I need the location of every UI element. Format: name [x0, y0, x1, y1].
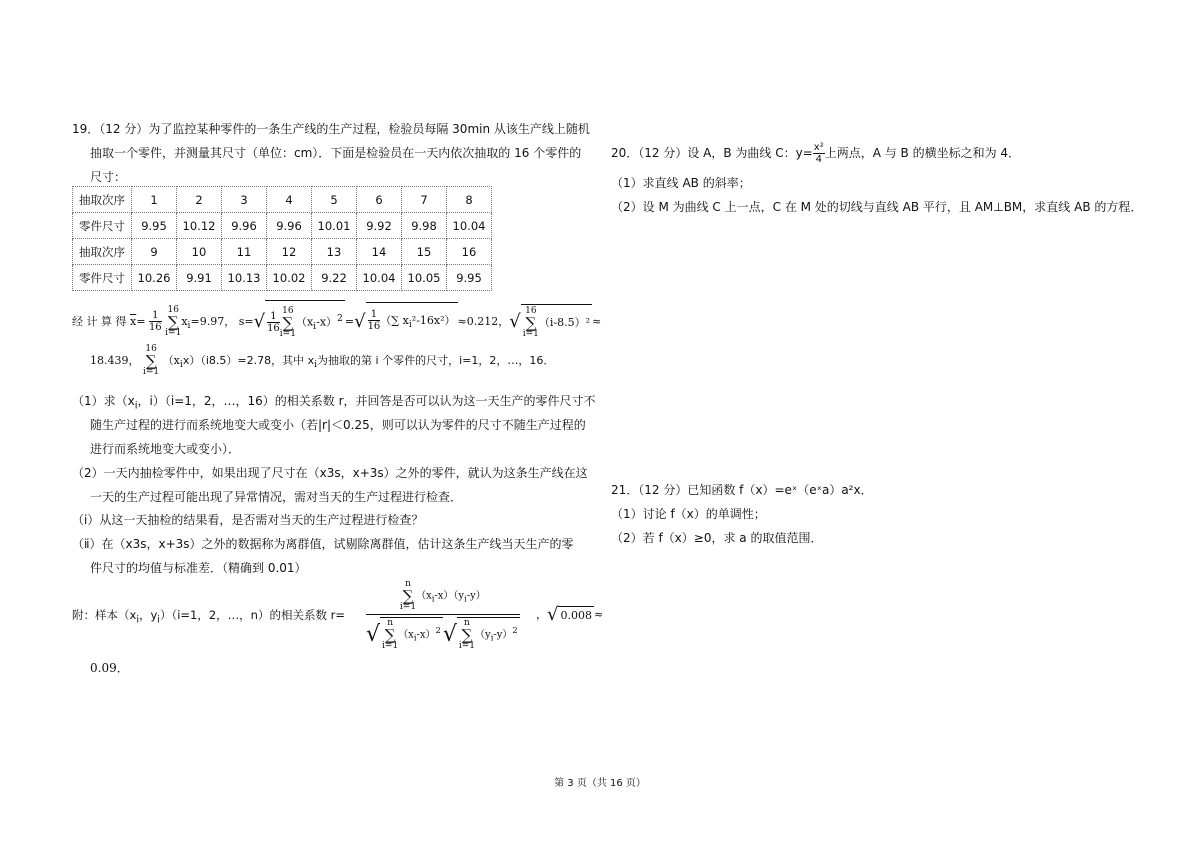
- table-cell: 5: [312, 187, 357, 213]
- table-cell: 10.12: [177, 213, 222, 239]
- table-row: [73, 265, 492, 291]
- table-cell: 1: [132, 187, 177, 213]
- sum-top: n: [464, 618, 470, 628]
- table-cell: 10.26: [132, 265, 177, 291]
- measurement-table: [72, 186, 492, 291]
- table-cell: 零件尺寸: [73, 265, 132, 291]
- sqrt-expr: $\frac{1}{16}$ 16 ∑ $i=1(x_i-x)^2$: [265, 300, 345, 344]
- table-cell: 12: [267, 239, 312, 265]
- table-cell: 10.01: [312, 213, 357, 239]
- sum-symbol: 16 ∑ i=1: [165, 304, 182, 338]
- s-value: ≈0.212，: [457, 314, 510, 328]
- expr: ²-16x²）: [411, 313, 456, 327]
- frac-num: 1: [267, 311, 280, 323]
- expr: （x: [162, 354, 180, 367]
- xi-symbol: x: [181, 314, 188, 328]
- q19-part1-d: 进行而系统地变大或变小）．: [90, 442, 241, 456]
- q19-part1-c: 随生产过程的进行而系统地变大或变小（若|r|＜0.25，则可以认为零件的尺寸不随生产过程的: [90, 418, 586, 432]
- q19-appendix-last: 0.09．: [90, 661, 129, 675]
- expr: （i-8.5）²: [538, 315, 591, 329]
- expr: （∑ x: [380, 313, 409, 327]
- table-cell: 10.04: [447, 213, 492, 239]
- sum-top: 16: [167, 304, 179, 315]
- sqrt-expr: [366, 302, 458, 342]
- table-cell: 零件尺寸: [73, 213, 132, 239]
- sum-bottom: i=1: [279, 328, 296, 339]
- table-cell: 9.96: [222, 213, 267, 239]
- sum-top: 16: [145, 344, 157, 354]
- table-cell: 9.22: [312, 265, 357, 291]
- equals-sign: =: [344, 314, 355, 328]
- table-row: [73, 213, 492, 239]
- text: 上两点，A 与 B 的横坐标之和为 4．: [824, 146, 1021, 160]
- expr: （x: [398, 629, 414, 641]
- table-row: [73, 187, 492, 213]
- table-cell: 9.91: [177, 265, 222, 291]
- table-cell: 14: [357, 239, 402, 265]
- table-row: [73, 239, 492, 265]
- table-cell: 13: [312, 239, 357, 265]
- table-cell: 9.92: [357, 213, 402, 239]
- value: 18.439，: [90, 354, 140, 367]
- q19-part2-ii-b: 件尺寸的均值与标准差．（精确到 0.01）: [90, 561, 307, 575]
- table-cell: 11: [222, 239, 267, 265]
- table-cell: 9.98: [402, 213, 447, 239]
- table-cell: 3: [222, 187, 267, 213]
- text: ，y: [138, 608, 158, 622]
- expr: 为抽取的第 i 个零件的尺寸，i=1，2，…，16．: [317, 354, 555, 367]
- expr: -y）: [466, 590, 486, 602]
- q19-part2-b: 一天的生产过程可能出现了异常情况，需对当天的生产过程进行检查．: [90, 490, 463, 504]
- expr: （x: [295, 315, 314, 329]
- s-symbol: s=: [238, 314, 254, 328]
- q19-line-3: 尺寸：: [90, 170, 127, 184]
- q19-part1-a: [72, 393, 596, 414]
- expr: -y）: [493, 629, 513, 641]
- q19-part2-ii-a: （ⅱ）在（x3s，x+3s）之外的数据称为离群值，试剔除离群值，估计这条生产线当天生产的零: [72, 537, 574, 551]
- table-cell: 9.95: [447, 265, 492, 291]
- q19-line-b: [90, 344, 554, 382]
- sum-top: 16: [525, 305, 537, 316]
- table-cell: 10.02: [267, 265, 312, 291]
- table-cell: 抽取次序: [73, 239, 132, 265]
- calc-prefix: 经 计 算 得: [72, 314, 127, 328]
- equals-sign: =: [136, 314, 146, 328]
- table-cell: 4: [267, 187, 312, 213]
- exponent: 2: [512, 625, 518, 636]
- sum-symbol: 16 ∑ i=1: [143, 344, 160, 377]
- sum-bottom: i=1: [399, 602, 417, 612]
- expr: -x）: [416, 629, 436, 641]
- fraction: [813, 142, 825, 165]
- text: ，i）（i=1，2，…，16）的相关系数 r，并回答是否可以认为这一天生产的零件尺寸不: [137, 394, 596, 408]
- sum-bottom: i=1: [382, 641, 399, 651]
- q19-appendix: [72, 598, 345, 637]
- table-cell: 10.04: [357, 265, 402, 291]
- exponent: 2: [435, 625, 441, 636]
- subscript-i: i: [179, 359, 183, 371]
- exponent: 2: [337, 313, 343, 324]
- text: 附：样本（x: [72, 608, 137, 622]
- q19-part2-i: （ⅰ）从这一天抽检的结果看，是否需对当天的生产过程进行检查？: [72, 513, 424, 527]
- expr: （x: [416, 590, 432, 602]
- q20-part-1: （1）求直线 AB 的斜率；: [611, 176, 751, 190]
- table-cell: 9.96: [267, 213, 312, 239]
- subscript-i: i: [314, 359, 318, 371]
- sum-bottom: i=1: [522, 328, 539, 339]
- text: ）（i=1，2，…，n）的相关系数 r=: [159, 608, 345, 622]
- expr: -x）（y: [434, 590, 465, 602]
- sum-bottom: i=1: [143, 367, 160, 377]
- fraction: [149, 310, 162, 333]
- sum-top: 16: [282, 305, 294, 316]
- table-cell: 10: [177, 239, 222, 265]
- q21-line-1: 21．（12 分）已知函数 f（x）=eˣ（eˣa）a²x．: [611, 483, 873, 497]
- expr: -x）: [316, 315, 338, 329]
- frac-num: 1: [149, 310, 162, 322]
- q19-line-1: 19．（12 分）为了监控某种零件的一条生产线的生产过程，检验员每隔 30min 从该生产线上随机: [72, 122, 590, 136]
- subscript-i: i: [157, 614, 160, 626]
- table-cell: 10.05: [402, 265, 447, 291]
- mean-value: =9.97，: [190, 314, 236, 328]
- q21-part-2: （2）若 f（x）≥0，求 a 的取值范围．: [611, 531, 823, 545]
- subscript-i: i: [431, 593, 435, 604]
- frac-den: 16: [148, 322, 162, 334]
- sum-bottom: i=1: [458, 641, 476, 651]
- mean-symbol: $\overline{x}$: [130, 314, 137, 328]
- table-cell: 9.95: [132, 213, 177, 239]
- subscript-i: i: [413, 632, 417, 643]
- q19-line-2: 抽取一个零件，并测量其尺寸（单位：cm）．下面是检验员在一天内依次抽取的 16 个零件的: [90, 146, 582, 160]
- subscript-i: i: [408, 319, 412, 331]
- sqrt-value: 0.008: [558, 606, 594, 624]
- subscript-i: i: [187, 320, 191, 332]
- q19-part2-a: （2）一天内抽检零件中，如果出现了尺寸在（x3s，x+3s）之外的零件，就认为这条生产线在这: [72, 466, 588, 480]
- text: 20．（12 分）设 A，B 为曲线 C：y=: [611, 146, 813, 160]
- sqrt-approx: ，√ 0.008 ≈: [536, 604, 604, 625]
- q21-part-1: （1）讨论 f（x）的单调性；: [611, 507, 766, 521]
- sum-top: n: [387, 618, 393, 628]
- frac-den: 4: [815, 154, 822, 165]
- table-cell: 7: [402, 187, 447, 213]
- table-cell: 9: [132, 239, 177, 265]
- subscript-i: i: [490, 632, 494, 643]
- subscript-i: i: [313, 320, 317, 332]
- expr: （y: [475, 629, 491, 641]
- subscript-i: i: [134, 400, 138, 412]
- approx-sign: ≈: [592, 314, 602, 328]
- table-cell: 抽取次序: [73, 187, 132, 213]
- text: （1）求（x: [72, 394, 135, 408]
- correlation-formula: [366, 580, 520, 651]
- sum-top: n: [405, 579, 411, 589]
- frac-den: 16: [267, 323, 280, 335]
- frac-num: x²: [813, 142, 824, 153]
- q20-line-1: [611, 138, 1020, 168]
- sum-bottom: i=1: [165, 327, 182, 338]
- frac-den: 16: [367, 321, 381, 333]
- formula-numerator: n ∑ $i=1(x_i-x)(y_i-y)$: [366, 580, 520, 615]
- table-cell: 10.13: [222, 265, 267, 291]
- table-cell: 16: [447, 239, 492, 265]
- expr: x）（i8.5）=2.78，其中 x: [182, 354, 315, 367]
- subscript-i: i: [136, 614, 139, 626]
- approx-sign: ≈: [593, 608, 604, 621]
- table-cell: 15: [402, 239, 447, 265]
- formula-denominator: √ n ∑ $i=1(x_i-x)^2√$ n ∑ $i=1(y_i-y)^2$: [366, 618, 518, 651]
- frac-num: 1: [368, 309, 381, 321]
- subscript-i: i: [464, 593, 467, 604]
- q20-part-2: （2）设 M 为曲线 C 上一点，C 在 M 处的切线与直线 AB 平行，且 AM⊥BM，求直线 AB 的方程．: [611, 200, 1143, 214]
- table-cell: 2: [177, 187, 222, 213]
- q19-calc-line: 经 计 算 得 $\overline{x}=$ $\frac{1}{16}$ 16 ∑ $i=1x_i=9.97$， s=√ $\frac{1}{16}$ 16 ∑ $i=1(x_i-x)^2$ =√ $\frac{1}{16}$ （∑ $x_i^2-16x^2) \approx 0.212$，√ 16 ∑ i=1（i-8.5）² ≈: [72, 300, 601, 344]
- table-cell: 8: [447, 187, 492, 213]
- page-footer: 第 3 页（共 16 页）: [554, 778, 646, 789]
- table-cell: 6: [357, 187, 402, 213]
- sqrt-expr: 16 ∑ i=1（i-8.5）²: [522, 305, 591, 339]
